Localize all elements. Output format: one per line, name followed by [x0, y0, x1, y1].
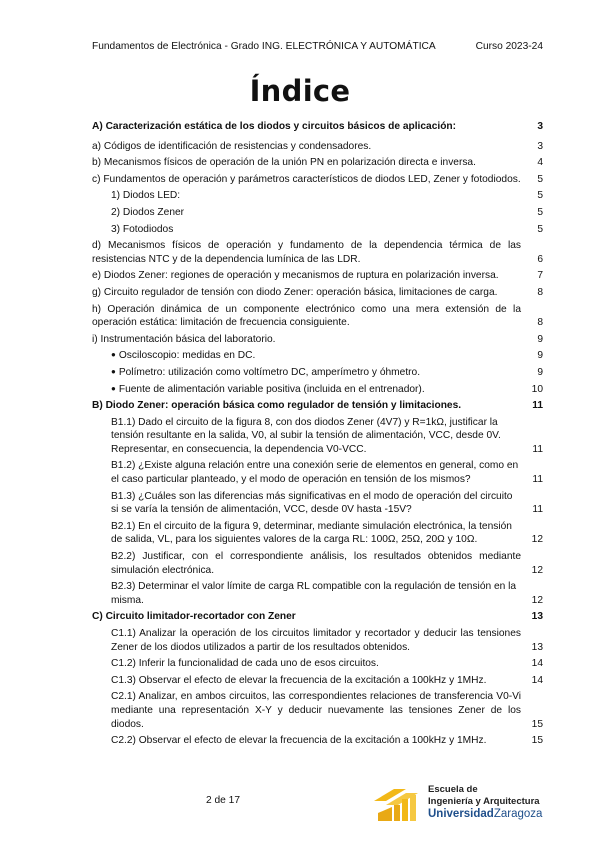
toc-entry[interactable]: i) Instrumentación básica del laboratorio. 9 — [92, 333, 543, 345]
toc-entry[interactable]: B2.2) Justificar, con el correspondiente análisis, los resultados obtenidos mediante simulación electrónica. 12 — [111, 551, 543, 576]
toc-entry[interactable]: C1.1) Analizar la operación de los circuitos limitador y recortador y deducir las tensiones Zener de los diodos utilizados a partir de los resultados obtenidos. 13 — [111, 628, 543, 653]
logo-line-school-name: Ingeniería y Arquitectura — [428, 795, 540, 807]
table-of-contents — [92, 120, 543, 751]
toc-entry[interactable]: C) Circuito limitador-recortador con Zener 13 — [92, 611, 543, 623]
toc-entry[interactable]: C2.2) Observar el efecto de elevar la frecuencia de la excitación a 100kHz y 1MHz. 15 — [111, 735, 543, 747]
toc-entry[interactable]: B2.1) En el circuito de la figura 9, determinar, mediante simulación electrónica, la tensión de salida, VL, para los siguientes valores de la carga RL: 100Ω, 25Ω, 20Ω y 10Ω. 12 — [111, 520, 543, 546]
toc-entry[interactable]: C1.3) Observar el efecto de elevar la frecuencia de la excitación a 100kHz y 1MHz. 14 — [111, 674, 543, 686]
toc-entry[interactable]: c) Fundamentos de operación y parámetros característicos de diodos LED, Zener y fotodiodos. 5 — [92, 173, 543, 185]
toc-entry[interactable]: B) Diodo Zener: operación básica como regulador de tensión y limitaciones. 11 — [92, 400, 543, 412]
toc-entry[interactable]: B1.1) Dado el circuito de la figura 8, con dos diodos Zener (4V7) y R=1kΩ, justificar la tensión resultante en la salida, V0, al subir la tensión de alimentación, VCC, desde 0V. Representar, en consecuencia, la dependencia V0-VCC. 11 — [111, 416, 543, 455]
toc-entry[interactable]: h) Operación dinámica de un componente electrónico como una mera extensión de la operación estática: limitación de frecuencia consiguiente. 8 — [92, 303, 543, 329]
toc-entry[interactable]: 1) Diodos LED: 5 — [111, 190, 543, 202]
university-logo-icon — [372, 783, 420, 823]
page-number: 2 de 17 — [206, 795, 240, 806]
toc-entry[interactable]: a) Códigos de identificación de resistencias y condensadores. 3 — [92, 140, 543, 152]
toc-entry[interactable]: A) Caracterización estática de los diodos y circuitos básicos de aplicación: 3 — [92, 121, 543, 132]
toc-entry[interactable]: ● Polímetro: utilización como voltímetro DC, amperímetro y óhmetro. 9 — [92, 366, 543, 380]
toc-entry[interactable]: C1.2) Inferir la funcionalidad de cada uno de esos circuitos. 14 — [111, 658, 543, 670]
header-academic-year: Curso 2023-24 — [475, 41, 543, 52]
toc-entry[interactable]: 2) Diodos Zener 5 — [111, 206, 543, 218]
toc-entry[interactable]: d) Mecanismos físicos de operación y fundamento de la dependencia térmica de las resistencias NTC y de la dependencia lumínica de las LDR. 6 — [92, 240, 543, 265]
toc-entry[interactable]: 3) Fotodiodos 5 — [111, 223, 543, 235]
toc-entry[interactable]: ● Fuente de alimentación variable positiva (incluida en el entrenador). 10 — [92, 383, 543, 397]
university-logo-text — [428, 784, 542, 821]
page-title: Índice — [249, 74, 351, 108]
toc-entry[interactable]: e) Diodos Zener: regiones de operación y mecanismos de ruptura en polarización inversa. 7 — [92, 270, 543, 282]
toc-entry[interactable]: B1.2) ¿Existe alguna relación entre una conexión serie de elementos en general, como en el caso particular planteado, y el modo de operación en tensión de los mismos? 11 — [111, 460, 543, 486]
toc-entry[interactable]: g) Circuito regulador de tensión con diodo Zener: operación básica, limitaciones de carga. 8 — [92, 286, 543, 298]
toc-entry[interactable]: b) Mecanismos físicos de operación de la unión PN en polarización directa e inversa. 4 — [92, 157, 543, 169]
toc-entry[interactable]: B1.3) ¿Cuáles son las diferencias más significativas en el modo de operación del circuito si se varía la tensión de alimentación, VCC, desde 0V hasta -15V? 11 — [111, 490, 543, 516]
logo-line-university: UniversidadZaragoza — [428, 808, 543, 820]
logo-line-school: Escuela de — [428, 784, 478, 795]
toc-entry[interactable]: ● Osciloscopio: medidas en DC. 9 — [92, 349, 543, 363]
toc-entry[interactable]: C2.1) Analizar, en ambos circuitos, las correspondientes relaciones de transferencia V0-Vi mediante una representación X-Y y deducir nuevamente las tensiones Zener de los diodos. 15 — [111, 691, 543, 730]
toc-entry[interactable]: B2.3) Determinar el valor límite de carga RL compatible con la regulación de tensión en la misma. 12 — [111, 581, 543, 606]
page-header — [92, 41, 543, 52]
header-course-title: Fundamentos de Electrónica - Grado ING. ELECTRÓNICA Y AUTOMÁTICA — [92, 41, 436, 52]
